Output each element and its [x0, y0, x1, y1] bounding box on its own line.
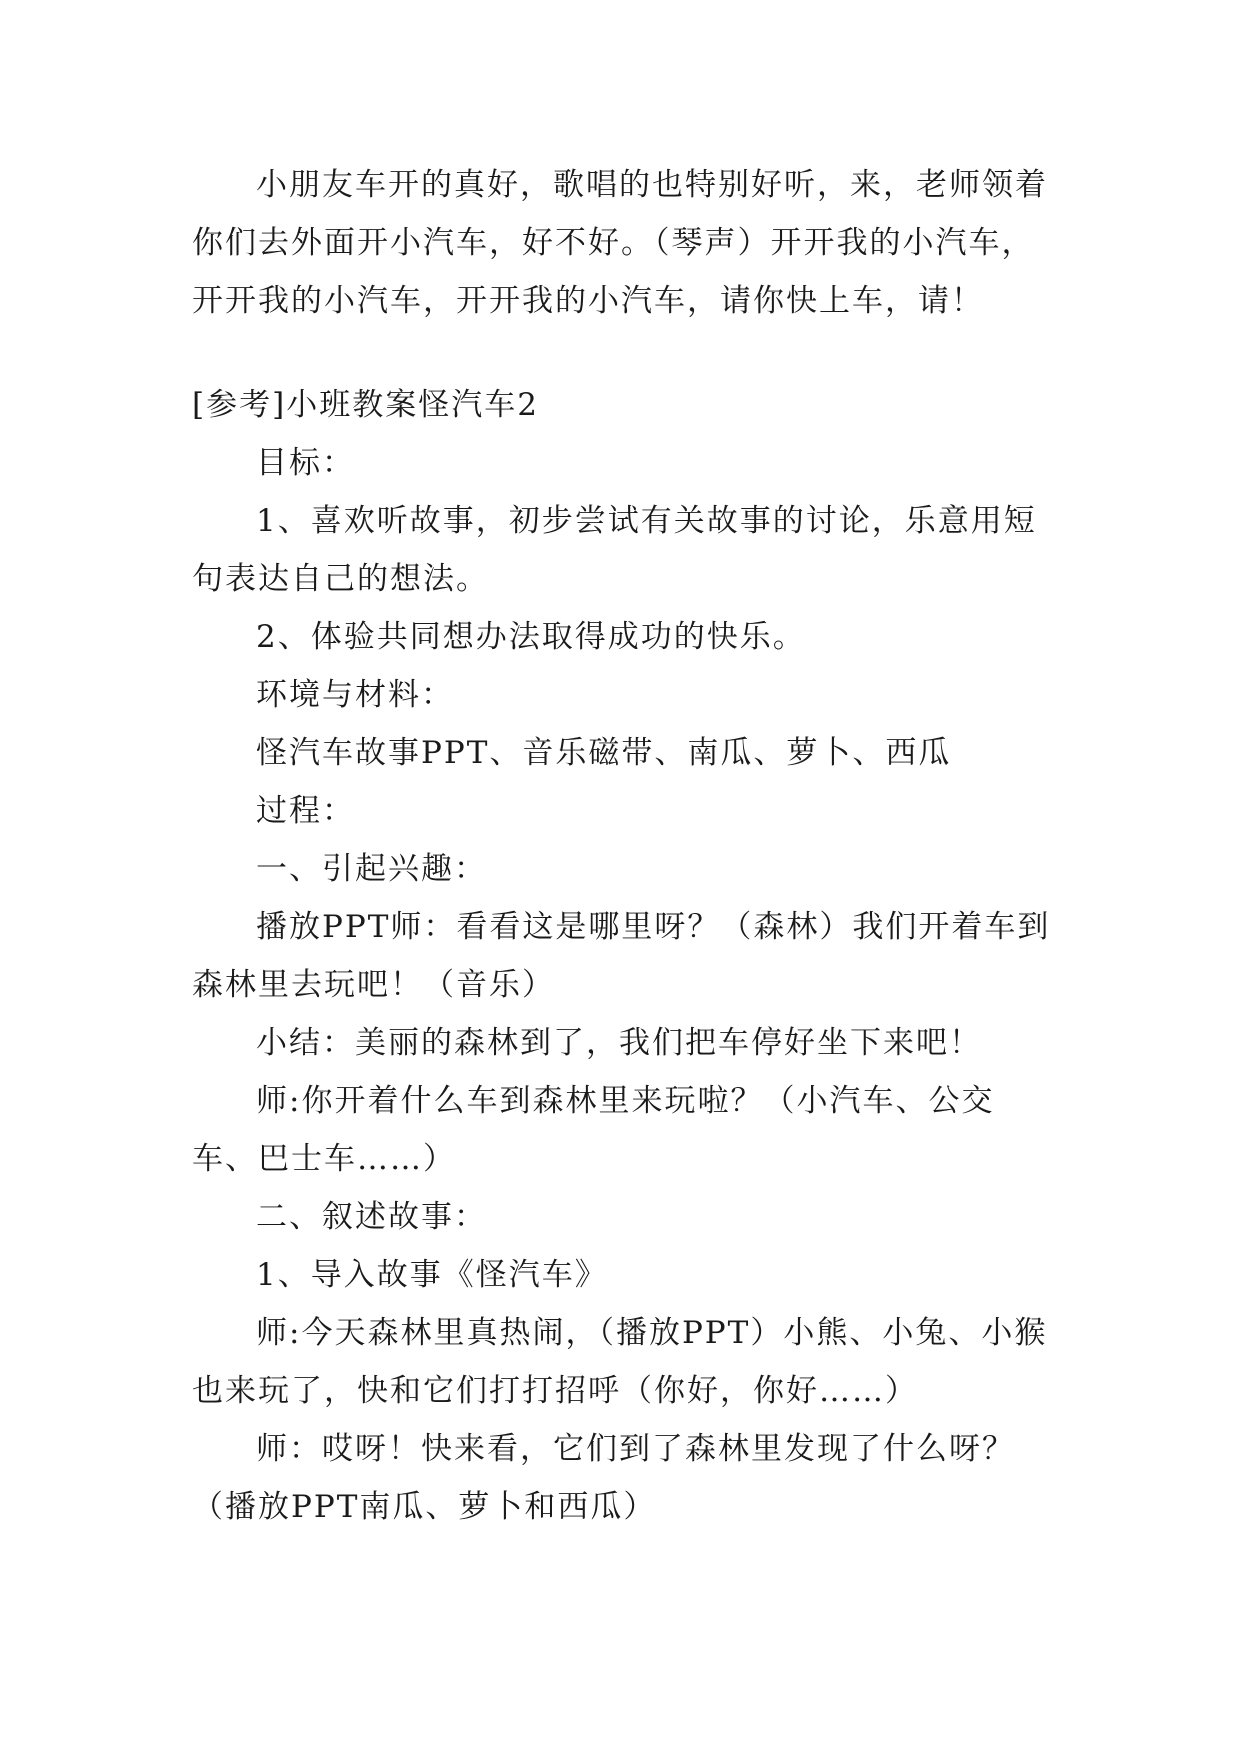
- step-1-text: 播放PPT师：看看这是哪里呀？（森林）我们开着车到森林里去玩吧！（音乐）: [192, 909, 1051, 1003]
- summary-text: 小结：美丽的森林到了，我们把车停好坐下来吧！: [256, 1025, 982, 1061]
- goal-heading: 目标：: [256, 445, 355, 481]
- teacher-question-1: 师:你开着什么车到森林里来玩啦？（小汽车、公交车、巴士车……）: [192, 1083, 995, 1177]
- teacher-line-1: 师:今天森林里真热闹，（播放PPT）小熊、小兔、小猴也来玩了，快和它们打打招呼（你好，你好……）: [192, 1315, 1048, 1409]
- process-heading: 过程：: [256, 793, 355, 829]
- story-intro: 1、导入故事《怪汽车》: [256, 1257, 608, 1293]
- materials-list: 怪汽车故事PPT、音乐磁带、南瓜、萝卜、西瓜: [256, 735, 952, 771]
- paragraph-intro: 小朋友车开的真好，歌唱的也特别好听，来，老师领着你们去外面开小汽车，好不好。（琴声）开开我的小汽车，开开我的小汽车，开开我的小汽车，请你快上车，请！: [192, 167, 1048, 319]
- teacher-line-2: 师：哎呀！快来看，它们到了森林里发现了什么呀？（播放PPT南瓜、萝卜和西瓜）: [192, 1431, 1015, 1525]
- step-1-heading: 一、引起兴趣：: [256, 851, 487, 887]
- section-heading: [参考]小班教案怪汽车2: [192, 387, 539, 423]
- step-2-heading: 二、叙述故事：: [256, 1199, 487, 1235]
- document-body: [192, 156, 1052, 1536]
- goal-item-1: 1、喜欢听故事，初步尝试有关故事的讨论，乐意用短句表达自己的想法。: [192, 503, 1037, 597]
- goal-item-2: 2、体验共同想办法取得成功的快乐。: [256, 619, 806, 655]
- materials-heading: 环境与材料：: [256, 677, 454, 713]
- paragraph-spacer: [192, 330, 1052, 376]
